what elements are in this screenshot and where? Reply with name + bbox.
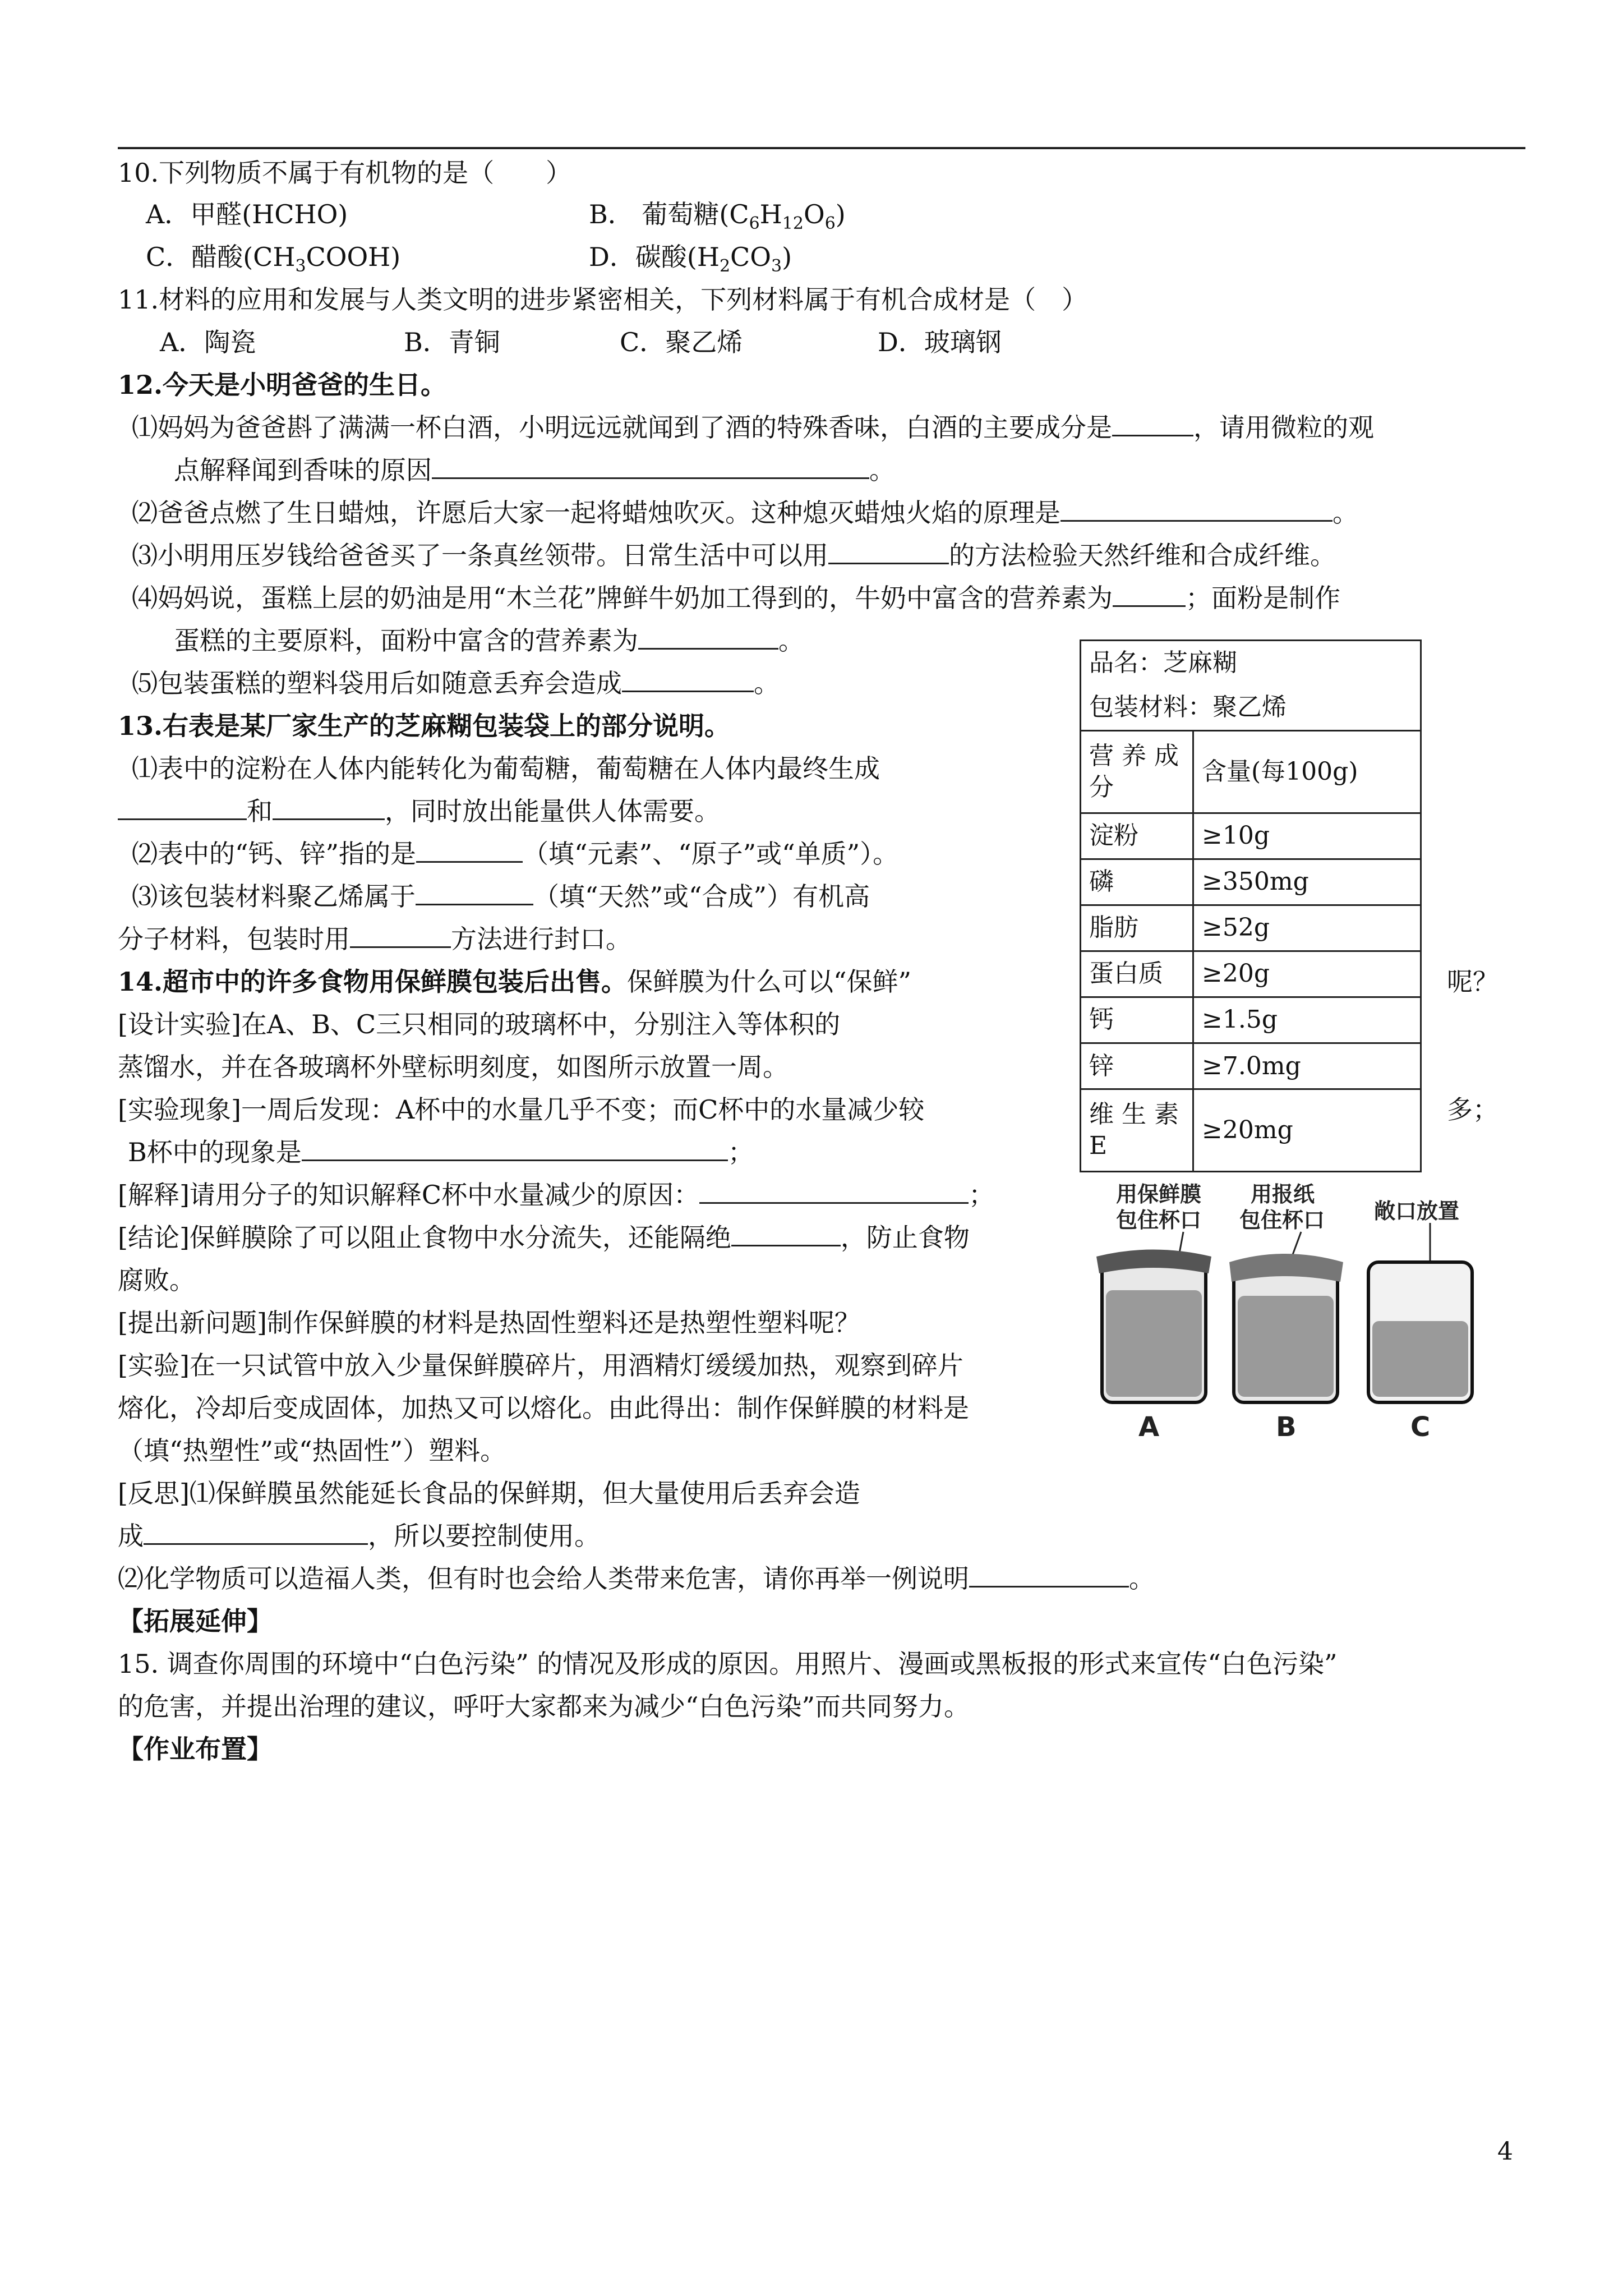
q12-part5: ⑸包装蛋糕的塑料袋用后如随意丢弃会造成 。	[132, 668, 780, 698]
cup-a-label: A	[1138, 1411, 1160, 1443]
header-nutrient: 营 养 成 分	[1081, 730, 1193, 813]
q12-part3: ⑶小明用压岁钱给爸爸买了一条真丝领带。日常生活中可以用 的方法检验天然纤维和合成纤维。	[132, 540, 1336, 570]
page-number: 4	[1497, 2137, 1513, 2166]
q15-line1: 15. 调查你周围的环境中“白色污染” 的情况及形成的原因。用照片、漫画或黑板报的形式来宣传“白色污染”	[118, 1649, 1338, 1679]
q12-part1-cont: 点解释闻到香味的原因 。	[174, 455, 895, 485]
homework-heading: 【作业布置】	[118, 1734, 273, 1764]
q14-conclusion: [结论]保鲜膜除了可以阻止食物中水分流失，还能隔绝 ，防止食物	[118, 1222, 970, 1253]
label-b-line2: 包住杯口	[1239, 1208, 1325, 1232]
answer-blank[interactable]	[699, 1179, 969, 1204]
nutrient-name: 蛋白质	[1081, 951, 1193, 997]
answer-blank[interactable]	[302, 1136, 728, 1161]
q13-part1-cont: 和 ，同时放出能量供人体需要。	[118, 794, 720, 828]
nutrient-name: 脂肪	[1081, 905, 1193, 951]
answer-blank[interactable]	[416, 838, 523, 863]
answer-blank[interactable]	[828, 539, 949, 564]
q13-part3-cont: 分子材料，包装时用 方法进行封口。	[118, 924, 631, 954]
nutrient-value: ≥20g	[1193, 951, 1421, 997]
q13-part2: ⑵表中的“钙、锌”指的是 （填“元素”、“原子”或“单质”）。	[132, 839, 899, 869]
answer-blank[interactable]	[273, 795, 385, 820]
nutrient-name: 锌	[1081, 1043, 1193, 1089]
q14-phenomenon: [实验现象]一周后发现：A杯中的水量几乎不变；而C杯中的水量减少较	[118, 1094, 925, 1125]
nutrient-name: 维 生 素 E	[1081, 1089, 1193, 1172]
nutrition-table	[1080, 639, 1422, 1172]
q14-line1-end: 呢？	[1447, 967, 1498, 997]
q14-line1: 14.超市中的许多食物用保鲜膜包装后出售。保鲜膜为什么可以“保鲜”	[118, 967, 912, 997]
package-material: 包装材料：聚乙烯	[1081, 685, 1421, 730]
answer-blank[interactable]	[731, 1221, 841, 1246]
q10-option-b: B． 葡萄糖$(C_6H_{12}O_6)$	[589, 199, 846, 234]
q14-design: [设计实验]在A、B、C三只相同的玻璃杯中，分别注入等体积的	[118, 1009, 841, 1039]
q14-new-question: [提出新问题]制作保鲜膜的材料是热固性塑料还是热塑性塑料呢？	[118, 1308, 860, 1338]
q10-stem: 10.下列物质不属于有机物的是（ ）	[118, 158, 572, 188]
q11-option-d: D．玻璃钢	[878, 327, 1002, 357]
answer-blank[interactable]	[1112, 411, 1193, 436]
answer-blank[interactable]	[622, 667, 754, 692]
q13-part3: ⑶该包装材料聚乙烯属于 （填“天然”或“合成”）有机高	[132, 881, 870, 912]
cup-b-label: B	[1276, 1411, 1297, 1443]
cup-c-label: C	[1410, 1411, 1431, 1443]
q12-part4-cont: 蛋糕的主要原料，面粉中富含的营养素为 。	[174, 625, 804, 656]
cup-b	[1229, 1254, 1343, 1402]
q14-experiment: [实验]在一只试管中放入少量保鲜膜碎片，用酒精灯缓缓加热，观察到碎片	[118, 1350, 963, 1381]
q14-experiment-cont2: （填“热塑性”或“热固性”）塑料。	[118, 1435, 506, 1466]
nutrient-value: ≥10g	[1193, 813, 1421, 859]
answer-blank[interactable]	[144, 1520, 368, 1545]
header-content: 含量(每100g)	[1193, 730, 1421, 813]
q10-option-a: A．甲醛(HCHO)	[146, 199, 348, 229]
q15-line2: 的危害，并提出治理的建议，呼吁大家都来为减少“白色污染”而共同努力。	[118, 1691, 970, 1722]
nutrient-name: 钙	[1081, 997, 1193, 1043]
label-a-line2: 包住杯口	[1116, 1208, 1202, 1232]
q11-option-a: A．陶瓷	[160, 327, 256, 357]
q12-part4: ⑷妈妈说，蛋糕上层的奶油是用“木兰花”牌鲜牛奶加工得到的，牛奶中富含的营养素为 ；面粉是制作	[132, 583, 1341, 613]
answer-blank[interactable]	[432, 454, 869, 479]
nutrient-value: ≥7.0mg	[1193, 1043, 1421, 1089]
nutrient-value: ≥350mg	[1193, 859, 1421, 905]
q13-part1: ⑴表中的淀粉在人体内能转化为葡萄糖，葡萄糖在人体内最终生成	[132, 753, 880, 784]
label-c: 敞口放置	[1374, 1199, 1460, 1223]
product-name: 品名：芝麻糊	[1081, 641, 1421, 685]
answer-blank[interactable]	[350, 923, 451, 948]
q14-design-cont: 蒸馏水，并在各玻璃杯外壁标明刻度，如图所示放置一周。	[118, 1052, 789, 1082]
q14-explain: [解释]请用分子的知识解释C杯中水量减少的原因： ；	[118, 1180, 995, 1210]
answer-blank[interactable]	[416, 880, 533, 905]
label-a-line1: 用保鲜膜	[1116, 1182, 1202, 1207]
cup-a	[1096, 1250, 1211, 1403]
label-b-line1: 用报纸	[1251, 1182, 1315, 1207]
nutrient-value: ≥1.5g	[1193, 997, 1421, 1043]
q14-conclusion-cont: 腐败。	[118, 1265, 195, 1295]
q14-experiment-cont: 熔化，冷却后变成固体，加热又可以熔化。由此得出：制作保鲜膜的材料是	[118, 1393, 969, 1423]
q10-option-c: C．醋酸$(CH_3COOH)$	[146, 242, 401, 277]
nutrient-value: ≥20mg	[1193, 1089, 1421, 1172]
nutrient-value: ≥52g	[1193, 905, 1421, 951]
q14-reflect: [反思]⑴保鲜膜虽然能延长食品的保鲜期，但大量使用后丢弃会造	[118, 1478, 860, 1508]
q12-part1: ⑴妈妈为爸爸斟了满满一杯白酒，小明远远就闻到了酒的特殊香味，白酒的主要成分是 ，请用微粒的观	[132, 412, 1374, 443]
answer-blank[interactable]	[969, 1562, 1129, 1588]
cup-c	[1368, 1262, 1472, 1402]
q10-option-d: D．碳酸$(H_2CO_3)$	[589, 242, 792, 277]
answer-blank[interactable]	[1113, 582, 1186, 607]
answer-blank[interactable]	[118, 795, 247, 820]
q13-title: 13.右表是某厂家生产的芝麻糊包装袋上的部分说明。	[118, 711, 731, 741]
extension-heading: 【拓展延伸】	[118, 1606, 273, 1636]
q11-option-c: C．聚乙烯	[620, 327, 743, 357]
q14-reflect-2: ⑵化学物质可以造福人类，但有时也会给人类带来危害，请你再举一例说明 。	[118, 1563, 1155, 1594]
q14-phenomenon-end: 多；	[1447, 1094, 1498, 1125]
q11-stem: 11.材料的应用和发展与人类文明的进步紧密相关，下列材料属于有机合成材是（ ）	[118, 284, 1088, 315]
nutrient-name: 磷	[1081, 859, 1193, 905]
q12-title: 12.今天是小明爸爸的生日。	[118, 370, 447, 400]
q14-cup-b: B杯中的现象是 ；	[128, 1137, 754, 1167]
nutrient-name: 淀粉	[1081, 813, 1193, 859]
answer-blank[interactable]	[1061, 496, 1332, 522]
header-rule	[118, 147, 1525, 149]
q14-reflect-cont: 成 ，所以要控制使用。	[118, 1521, 600, 1551]
answer-blank[interactable]	[638, 624, 778, 650]
q12-part2: ⑵爸爸点燃了生日蜡烛，许愿后大家一起将蜡烛吹灭。这种熄灭蜡烛火焰的原理是 。	[132, 498, 1358, 528]
cups-figure	[1094, 1178, 1486, 1447]
q11-option-b: B．青铜	[404, 327, 500, 357]
